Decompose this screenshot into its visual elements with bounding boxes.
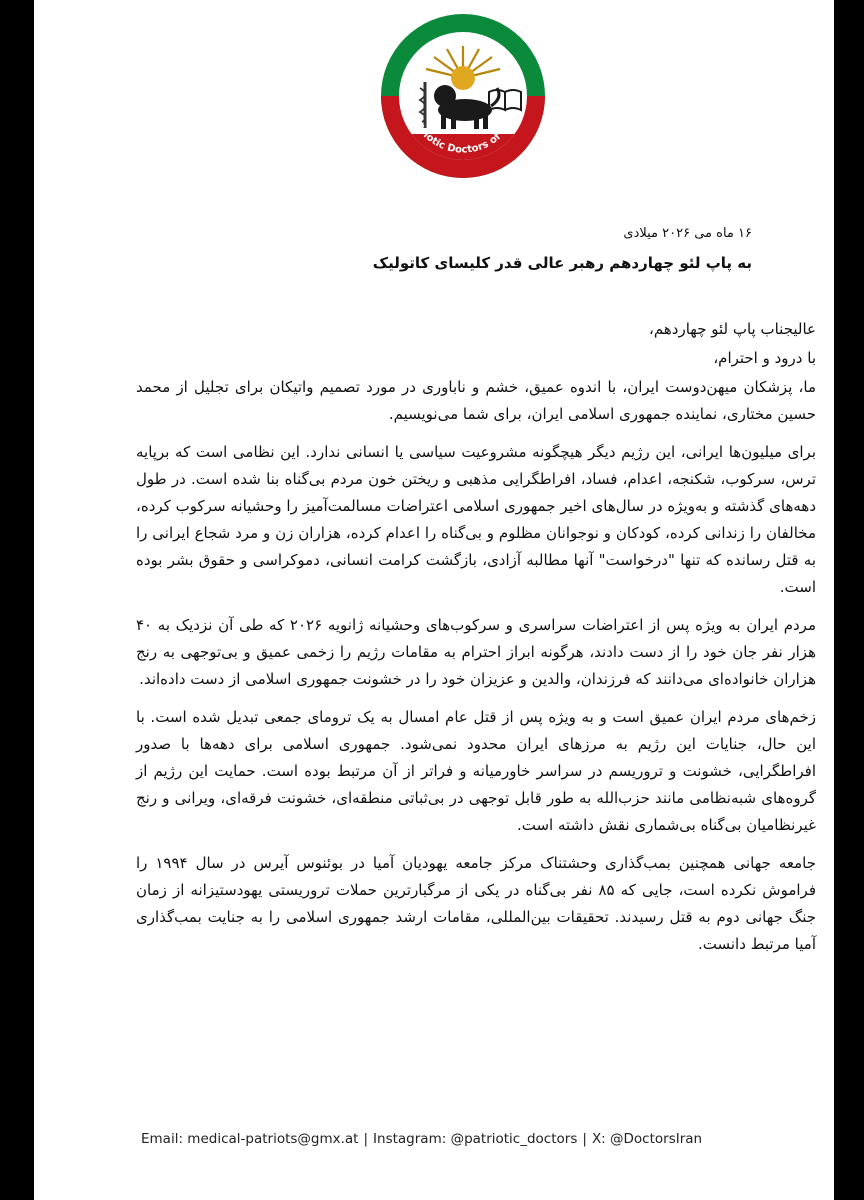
letter-page bbox=[34, 0, 834, 1200]
letter-body bbox=[136, 316, 816, 969]
footer-separator: | bbox=[582, 1131, 587, 1147]
svg-text:پزشکان میهن دوست ایران: پزشکان میهن دوست ایران bbox=[401, 30, 525, 79]
footer-separator: | bbox=[363, 1131, 369, 1147]
paragraph-5: جامعه جهانی همچنین بمب‌گذاری وحشتناک مرکز جامعه یهودیان آمیا در بوئنوس آیرس در سال ۱۹۹۴ را فراموش نکرده است، جایی که ۸۵ نفر بی‌گناه در یکی از مرگبارترین حملات تروریستی یهودستیزانه از زمان جنگ جهانی دوم به قتل رسیدند. تحقیقات بین‌المللی، مقامات ارشد جمهوری اسلامی را به جنایت بمب‌گذاری آمیا مرتبط دانست. bbox=[136, 854, 816, 953]
paragraph-2: برای میلیون‌ها ایرانی، این رژیم دیگر هیچگونه مشروعیت سیاسی یا انسانی ندارد. این نظامی است که برپایه ترس، سرکوب، شکنجه، اعدام، فساد، افراطگرایی مذهبی و ریختن خون مردم بی‌گناه بنا شده است. در طول دهه‌های گذشته و به‌ویژه در سال‌های اخیر جمهوری اسلامی اعتراضات مسالمت‌آمیز را وحشیانه سرکوب کرده، مخالفان را زندانی کرده، کودکان و نوجوانان مظلوم و بی‌گناه را اعدام کرده، هزاران زن و مرد شجاع ایرانی را به قتل رسانده که تنها "درخواست" آنها مطالبه آزادی، بازگشت کرامت انسانی، دموکراسی و حقوق بشر بوده است. bbox=[136, 443, 816, 596]
paragraph-1: ما، پزشکان میهن‌دوست ایران، با اندوه عمیق، خشم و ناباوری در مورد تصمیم واتیکان برای تجلیل از محمد حسین مختاری، نماینده جمهوری اسلامی ایران، برای شما می‌نویسیم. bbox=[136, 378, 816, 423]
letter-subject: به پاپ لئو چهاردهم رهبر عالی قدر کلیسای کاتولیک bbox=[372, 254, 752, 272]
lion-and-sun-emblem-icon bbox=[379, 12, 547, 180]
greeting: با درود و احترام، bbox=[713, 349, 816, 367]
salutation: عالیجناب پاپ لئو چهاردهم، bbox=[649, 320, 816, 338]
letter-date: ۱۶ ماه می ۲۰۲۶ میلادی bbox=[623, 226, 752, 241]
svg-text:Patriotic Doctors of Iran: Patriotic Doctors of Iran bbox=[408, 112, 518, 156]
organization-logo bbox=[379, 12, 547, 180]
footer-x-handle[interactable]: X: @DoctorsIran bbox=[591, 1131, 703, 1147]
paragraph-3: مردم ایران به ویژه پس از اعتراضات سراسری و سرکوب‌های وحشیانه ژانویه ۲۰۲۶ که طی آن نزدیک به ۴۰ هزار نفر جان خود را از دست دادند، هرگونه ابراز احترام به مقامات رژیم را زخمی عمیق و بی‌توجهی به رنج هزاران خانواده‌ای می‌دانند که فرزندان، والدین و عزیزان خود را در خشونت جمهوری اسلامی از دست داده‌اند. bbox=[136, 616, 816, 688]
footer-email[interactable]: Email: medical-patriots@gmx.at bbox=[141, 1131, 359, 1147]
footer-instagram[interactable]: Instagram: @patriotic_doctors bbox=[373, 1131, 578, 1147]
contact-footer bbox=[141, 1131, 702, 1147]
paragraph-4: زخم‌های مردم ایران عمیق است و به ویژه پس از قتل عام امسال به یک ترومای جمعی تبدیل شده است. با این حال، جنایات این رژیم به مرزهای ایران محدود نمی‌شود. جمهوری اسلامی برای دهه‌ها با صدور افراطگرایی، خشونت و تروریسم در سراسر خاورمیانه و فراتر از آن مرتبط بوده است. حمایت این رژیم از گروه‌های شبه‌نظامی مانند حزب‌الله به طور قابل توجهی در بی‌ثباتی منطقه‌ای، خشونت فرقه‌ای، ویرانی و رنج غیرنظامیان بی‌گناه بی‌شماری نقش داشته است. bbox=[136, 708, 816, 834]
